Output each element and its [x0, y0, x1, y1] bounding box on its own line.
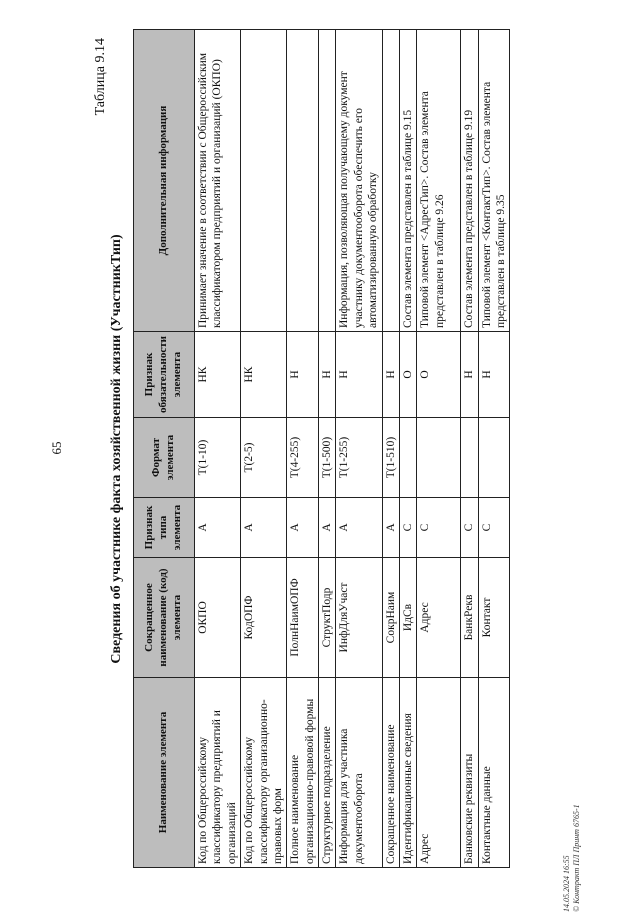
cell-name: Контактные данные — [478, 678, 510, 868]
cell-format: T(4-255) — [287, 418, 319, 498]
table-row — [195, 30, 241, 868]
cell-type: С — [399, 498, 416, 558]
cell-required: НК — [195, 332, 241, 418]
cell-code: Адрес — [417, 558, 461, 678]
cell-name: Код по Общероссийскому классификатору предприятий и организаций — [195, 678, 241, 868]
cell-info: Типовой элемент <КонтактТип>. Состав элемента представлен в таблице 9.35 — [478, 30, 510, 332]
cell-required: О — [417, 332, 461, 418]
table-row — [336, 30, 382, 868]
cell-name: Информация для участника документооборота — [336, 678, 382, 868]
cell-type: А — [287, 498, 319, 558]
table-row — [287, 30, 319, 868]
cell-info — [382, 30, 399, 332]
table-title: Сведения об участнике факта хозяйственной жизни (УчастникТип) — [109, 234, 124, 664]
cell-format: T(1-500) — [319, 418, 336, 498]
cell-format: T(1-510) — [382, 418, 399, 498]
cell-format — [417, 418, 461, 498]
header-element-name: Наименование элемента — [134, 678, 195, 868]
header-additional-info: Дополнительная информация — [134, 30, 195, 332]
page-number: 65 — [49, 441, 64, 455]
cell-type: А — [336, 498, 382, 558]
cell-required: Н — [319, 332, 336, 418]
cell-info: Информация, позволяющая получающему документ участнику документооборота обеспечить его автоматизированную обработку — [336, 30, 382, 332]
cell-name: Идентификационные сведения — [399, 678, 416, 868]
header-element-required: Признак обязательности элемента — [134, 332, 195, 418]
cell-info: Принимает значение в соответствии с Общероссийским классификатором предприятий и организаций (ОКПО) — [195, 30, 241, 332]
cell-code: КодОПФ — [241, 558, 287, 678]
table-row — [399, 30, 416, 868]
cell-format — [399, 418, 416, 498]
cell-type: С — [417, 498, 461, 558]
cell-info: Типовой элемент <АдресТип>. Состав элемента представлен в таблице 9.26 — [417, 30, 461, 332]
cell-type: А — [195, 498, 241, 558]
cell-name: Структурное подразделение — [319, 678, 336, 868]
cell-name: Полное наименование организационно-правовой формы — [287, 678, 319, 868]
header-element-format: Формат элемента — [134, 418, 195, 498]
cell-type: С — [478, 498, 510, 558]
cell-type: А — [319, 498, 336, 558]
cell-code: ИдСв — [399, 558, 416, 678]
cell-required: НК — [241, 332, 287, 418]
elements-table — [133, 29, 510, 868]
cell-code: СтруктПодр — [319, 558, 336, 678]
cell-info — [241, 30, 287, 332]
cell-format: T(1-255) — [336, 418, 382, 498]
cell-name: Сокращенное наименование — [382, 678, 399, 868]
footer-date: 14.05.2024 16:55 — [562, 855, 571, 912]
table-row — [241, 30, 287, 868]
cell-format — [461, 418, 478, 498]
cell-format — [478, 418, 510, 498]
rotated-page-content — [79, 30, 507, 868]
cell-name: Банковские реквизиты — [461, 678, 478, 868]
table-row — [319, 30, 336, 868]
cell-info — [319, 30, 336, 332]
cell-type: А — [241, 498, 287, 558]
header-element-code: Сокращенное наименование (код) элемента — [134, 558, 195, 678]
cell-format: T(1-10) — [195, 418, 241, 498]
cell-type: А — [382, 498, 399, 558]
table-label: Таблица 9.14 — [93, 38, 108, 116]
cell-format: T(2-5) — [241, 418, 287, 498]
cell-info: Состав элемента представлен в таблице 9.15 — [399, 30, 416, 332]
cell-code: ОКПО — [195, 558, 241, 678]
cell-required: Н — [461, 332, 478, 418]
table-row — [461, 30, 478, 868]
cell-name: Адрес — [417, 678, 461, 868]
table-row — [417, 30, 461, 868]
table-row — [382, 30, 399, 868]
cell-code: ПолнНаимОПФ — [287, 558, 319, 678]
document-footer — [562, 804, 581, 912]
cell-name: Код по Общероссийскому классификатору организационно-правовых форм — [241, 678, 287, 868]
cell-info — [287, 30, 319, 332]
cell-info: Состав элемента представлен в таблице 9.19 — [461, 30, 478, 332]
cell-type: С — [461, 498, 478, 558]
cell-code: Контакт — [478, 558, 510, 678]
cell-code: СокрНаим — [382, 558, 399, 678]
cell-required: О — [399, 332, 416, 418]
cell-code: ИнфДляУчаст — [336, 558, 382, 678]
cell-code: БанкРекв — [461, 558, 478, 678]
cell-required: Н — [287, 332, 319, 418]
table-header-row — [134, 30, 195, 868]
cell-required: Н — [382, 332, 399, 418]
footer-print-code: © Контракт ПЛ Принт 6765-1 — [571, 804, 581, 912]
cell-required: Н — [336, 332, 382, 418]
cell-required: Н — [478, 332, 510, 418]
header-element-type: Признак типа элемента — [134, 498, 195, 558]
table-row — [478, 30, 510, 868]
